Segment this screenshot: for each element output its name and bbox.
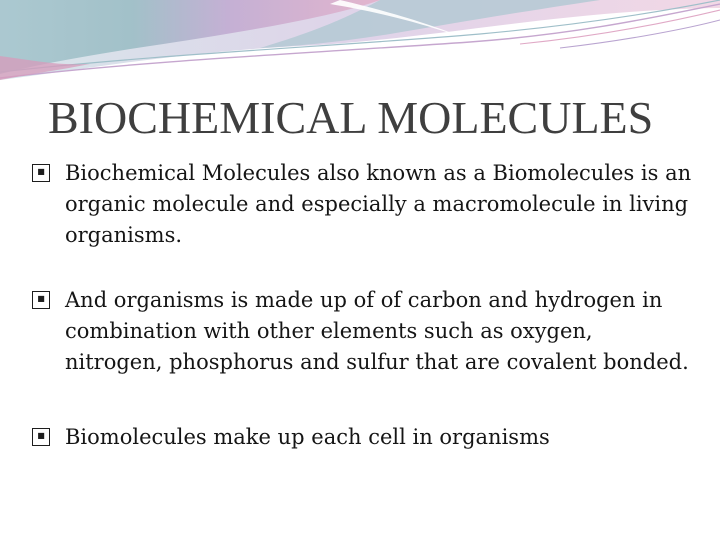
bullet-list <box>32 158 692 453</box>
slide-title: BIOCHEMICAL MOLECULES <box>48 92 654 143</box>
bullet-text: And organisms is made up of of carbon and hydrogen in combination with other elements such as oxygen, nitrogen, phosphorus and sulfur that are covalent bonded. <box>65 288 689 374</box>
bullet-item <box>32 158 692 251</box>
missing-glyph-box-icon: ■ <box>32 428 50 446</box>
bullet-item <box>32 422 692 453</box>
bullet-text: Biomolecules make up each cell in organisms <box>65 425 550 449</box>
missing-glyph-box-icon: ■ <box>32 164 50 182</box>
bullet-text: Biochemical Molecules also known as a Biomolecules is an organic molecule and especially a macromolecule in living organisms. <box>65 161 692 247</box>
missing-glyph-box-icon: ■ <box>32 291 50 309</box>
bullet-item <box>32 285 692 378</box>
decorative-header-wave <box>0 0 720 90</box>
